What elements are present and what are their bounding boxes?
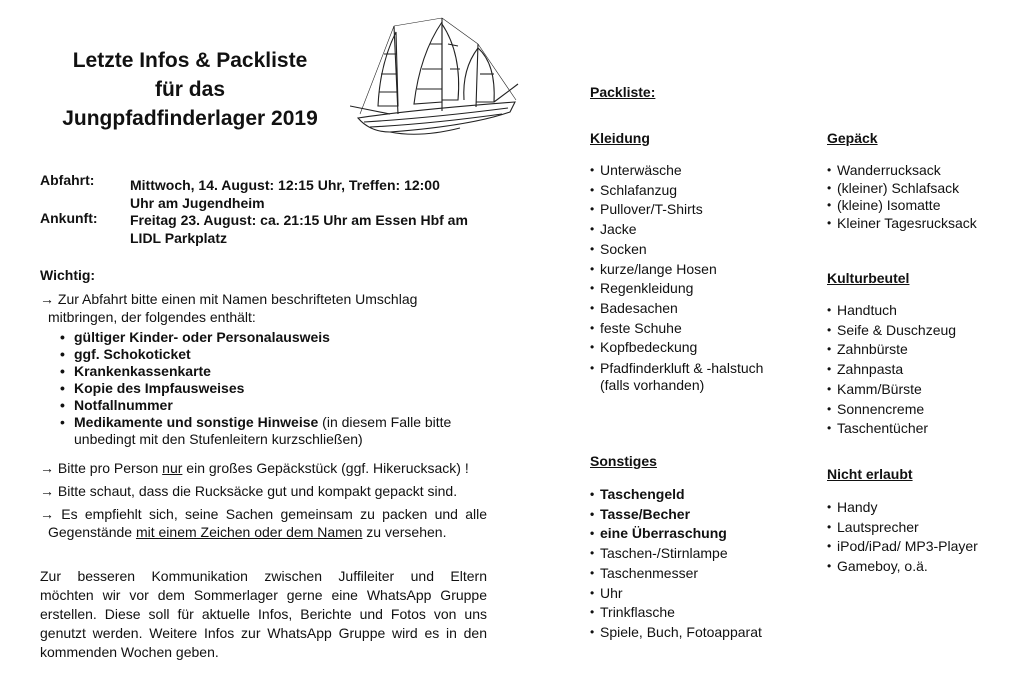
note1-pre: → Bitte pro Person [40, 460, 163, 476]
list-item: • Wanderrucksack [827, 162, 1007, 180]
list-item: • Kopfbedeckung [590, 338, 810, 358]
ship-hull [350, 102, 515, 134]
kleidung-heading: Kleidung [590, 130, 650, 146]
wichtig-intro-line-2: mitbringen, der folgendes enthält: [48, 309, 256, 325]
list-item: • Schlafanzug [590, 181, 810, 201]
whatsapp-line-3: erstellen. Diese soll für aktuelle Infos, Berichte und Fotos von uns [40, 606, 487, 622]
ankunft-value [130, 211, 468, 247]
whatsapp-line-1: Zur besseren Kommunikation zwischen Juffileiter und Eltern [40, 568, 487, 584]
list-item: • Kopie des Impfausweises [60, 380, 490, 397]
list-item: • Uhr [590, 584, 810, 604]
note-one-piece-luggage [40, 459, 500, 477]
title-line-3: Jungpfadfinderlager 2019 [62, 107, 318, 130]
list-item [60, 414, 490, 448]
ship-sails [378, 22, 518, 106]
list-item: • Lautsprecher [827, 518, 1007, 538]
note1-post: ein großes Gepäckstück (ggf. Hikerucksack) ! [182, 460, 469, 476]
whatsapp-line-2: möchten wir vor dem Sommerlager gerne eine WhatsApp Gruppe [40, 587, 487, 603]
list-item: • Seife & Duschzeug [827, 321, 1007, 341]
list-item: • Zahnpasta [827, 360, 1007, 380]
list-item: • Socken [590, 240, 810, 260]
title-line-1: Letzte Infos & Packliste [72, 49, 308, 72]
note3-underlined: mit einem Zeichen oder dem Namen [135, 524, 363, 540]
sonstiges-heading: Sonstiges [590, 453, 657, 469]
list-item: • Pullover/T-Shirts [590, 200, 810, 220]
list-item: • Regenkleidung [590, 279, 810, 299]
note-pack-backpacks: → Bitte schaut, dass die Rucksäcke gut und kompakt gepackt sind. [40, 483, 458, 499]
list-item: • Kamm/Bürste [827, 380, 1007, 400]
list-item: • gültiger Kinder- oder Personalausweis [60, 329, 490, 346]
sonstiges-list [590, 485, 810, 643]
list-item: • feste Schuhe [590, 319, 810, 339]
note3-pre: Gegenstände [48, 524, 136, 540]
document-title [40, 46, 340, 133]
gepaeck-heading: Gepäck [827, 130, 878, 146]
sailing-ship-illustration [350, 14, 520, 154]
list-item: • Handy [827, 498, 1007, 518]
abfahrt-value [130, 176, 440, 212]
gepaeck-list [827, 162, 1007, 232]
note3-line-2 [40, 523, 487, 541]
abfahrt-label: Abfahrt: [40, 172, 95, 188]
medikamente-line-2: unbedingt mit den Stufenleitern kurzschließen) [74, 431, 363, 447]
medikamente-rest: (in diesem Falle bitte [318, 414, 452, 430]
list-item: • Badesachen [590, 299, 810, 319]
list-item: • Gameboy, o.ä. [827, 557, 1007, 577]
medikamente-bold: Medikamente und sonstige Hinweise [74, 414, 319, 430]
envelope-contents-list [60, 329, 490, 448]
wichtig-label: Wichtig: [40, 267, 96, 283]
note3-line-1: → Es empfiehlt sich, seine Sachen gemeinsam zu packen und alle [40, 506, 487, 522]
note-mark-items [40, 505, 487, 541]
list-item: • Kleiner Tagesrucksack [827, 215, 1007, 233]
list-item: • Krankenkassenkarte [60, 363, 490, 380]
list-item: • Notfallnummer [60, 397, 490, 414]
list-item: • eine Überraschung [590, 524, 810, 544]
list-item: • ggf. Schokoticket [60, 346, 490, 363]
list-item: • Unterwäsche [590, 161, 810, 181]
whatsapp-line-4: genutzt werden. Weitere Infos zur WhatsApp Gruppe wird es in den [40, 625, 487, 641]
list-item: • Trinkflasche [590, 603, 810, 623]
whatsapp-paragraph [40, 567, 487, 662]
list-item [590, 360, 810, 394]
list-item: • (kleiner) Schlafsack [827, 180, 1007, 198]
list-item: • Tasse/Becher [590, 505, 810, 525]
wichtig-intro-line-1: → Zur Abfahrt bitte einen mit Namen beschrifteten Umschlag [40, 291, 418, 307]
packliste-heading: Packliste: [590, 84, 656, 100]
ankunft-line-2: LIDL Parkplatz [130, 230, 227, 246]
abfahrt-line-1: Mittwoch, 14. August: 12:15 Uhr, Treffen: 12:00 [130, 177, 440, 193]
note1-underlined: nur [162, 460, 183, 476]
nicht-erlaubt-list [827, 498, 1007, 577]
note3-post: zu versehen. [362, 524, 447, 540]
kluft-line-1: Pfadfinderkluft & -halstuch [600, 360, 764, 377]
whatsapp-line-5: kommenden Wochen geben. [40, 644, 219, 660]
list-item: • Zahnbürste [827, 340, 1007, 360]
list-item: • Jacke [590, 220, 810, 240]
ankunft-line-1: Freitag 23. August: ca. 21:15 Uhr am Essen Hbf am [130, 212, 468, 228]
list-item: • Sonnencreme [827, 400, 1007, 420]
list-item: • Taschentücher [827, 419, 1007, 439]
list-item: • kurze/lange Hosen [590, 260, 810, 280]
kleidung-list [590, 161, 810, 394]
kulturbeutel-list [827, 301, 1007, 439]
nicht-erlaubt-heading: Nicht erlaubt [827, 466, 913, 482]
list-item: • iPod/iPad/ MP3-Player [827, 537, 1007, 557]
ankunft-label: Ankunft: [40, 210, 98, 226]
list-item: • Taschen-/Stirnlampe [590, 544, 810, 564]
list-item: • Taschengeld [590, 485, 810, 505]
title-line-2: für das [154, 78, 225, 101]
list-item: • Taschenmesser [590, 564, 810, 584]
list-item: • Handtuch [827, 301, 1007, 321]
abfahrt-line-2: Uhr am Jugendheim [130, 195, 265, 211]
wichtig-intro [40, 290, 500, 326]
list-item: • Spiele, Buch, Fotoapparat [590, 623, 810, 643]
list-item: • (kleine) Isomatte [827, 197, 1007, 215]
kluft-line-2: (falls vorhanden) [600, 377, 705, 394]
kulturbeutel-heading: Kulturbeutel [827, 270, 910, 286]
